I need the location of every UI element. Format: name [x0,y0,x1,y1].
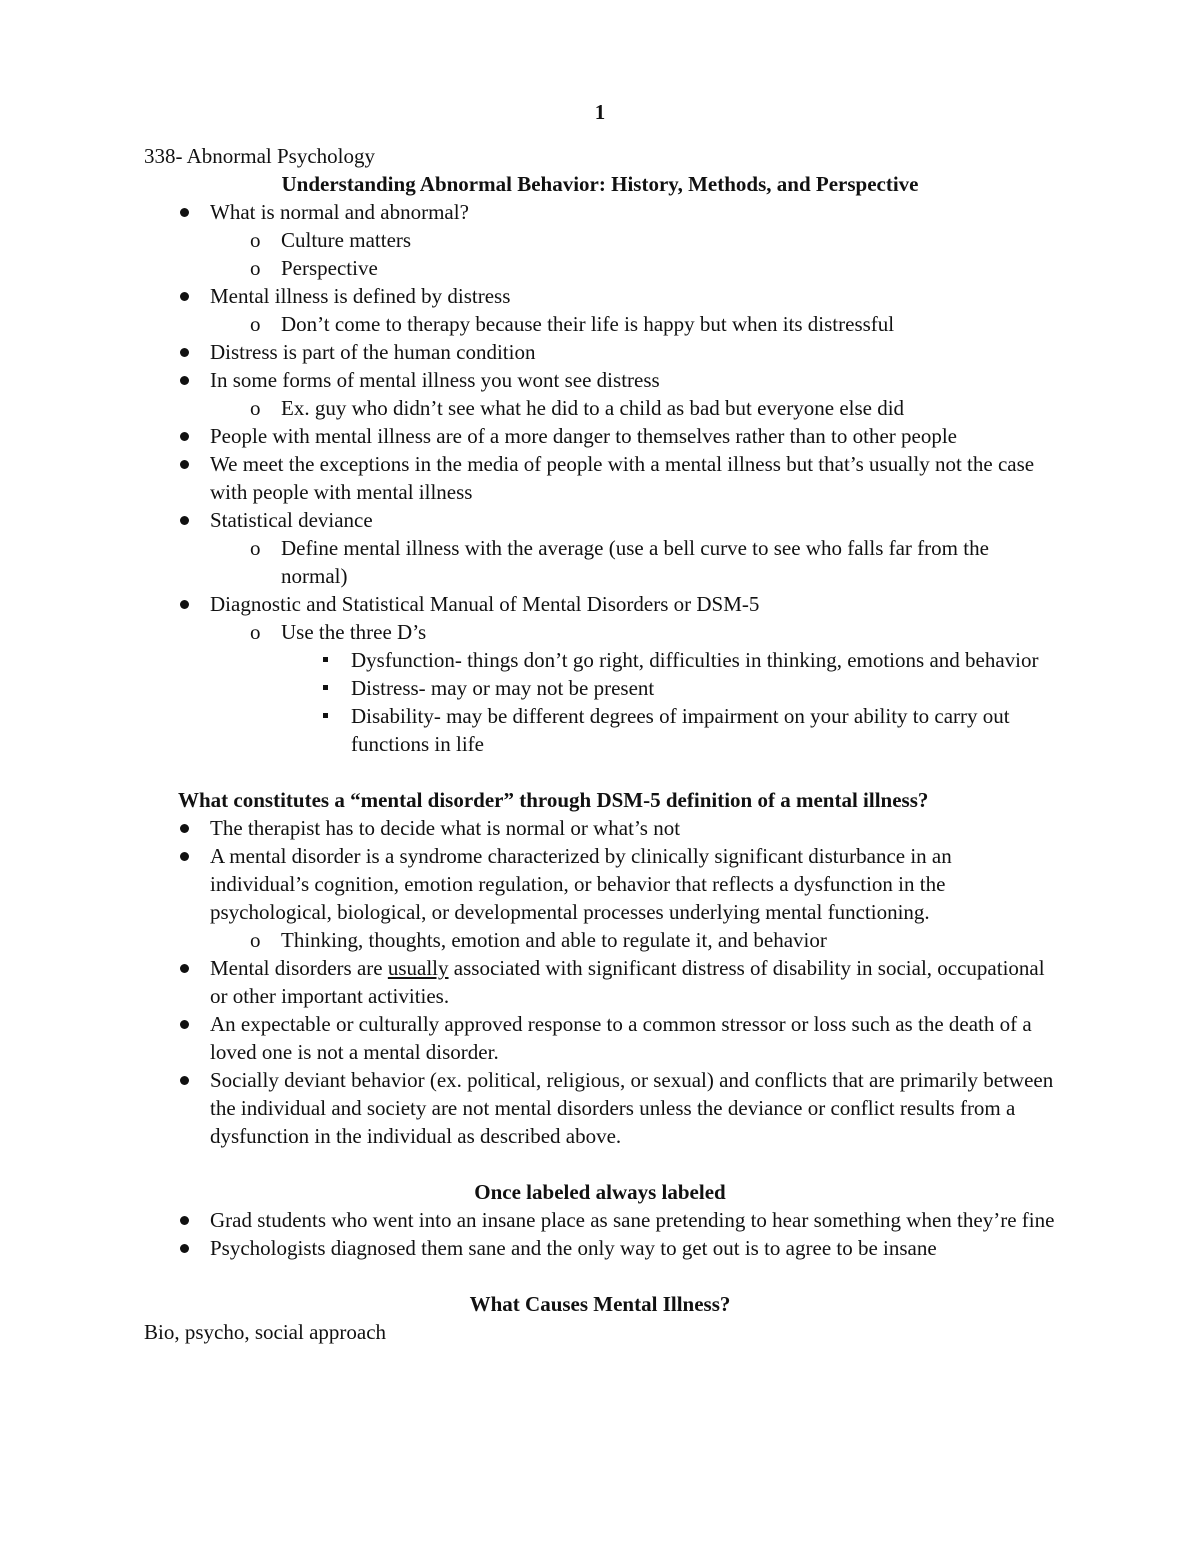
bullet-icon [180,1244,189,1253]
bullet-icon [180,348,189,357]
square-bullet-icon [323,685,328,690]
list-item: Socially deviant behavior (ex. political, religious, or sexual) and conflicts that are primarily between the individual and society are not mental disorders unless the deviance or conflict results from a dysfunction in the individual as described above. [144,1066,1056,1150]
section-heading-history: Understanding Abnormal Behavior: History, Methods, and Perspective [281,172,919,196]
circle-bullet-icon: o [250,228,261,252]
underlined-word: usually [387,956,449,980]
list-item: Distress- may or may not be present [144,674,1056,702]
bullet-icon [180,600,189,609]
list-item: o Define mental illness with the average (use a bell curve to see who falls far from the normal) [250,536,989,588]
list-item: Mental disorders are usually associated with significant distress of disability in social, occupational or other important activities. [144,954,1056,1010]
circle-bullet-icon: o [250,312,261,336]
bullet-icon [180,208,189,217]
bullet-icon [180,1020,189,1029]
bullet-icon [180,460,189,469]
section-heading-dsm5: What constitutes a “mental disorder” through DSM-5 definition of a mental illness? [178,788,929,812]
list-item: o Thinking, thoughts, emotion and able to regulate it, and behavior [250,928,827,952]
list-item: Distress is part of the human condition [144,338,1056,366]
course-title: 338- Abnormal Psychology [144,144,375,168]
list-item: o Perspective [250,256,378,280]
list-item: People with mental illness are of a more danger to themselves rather than to other people [144,422,1056,450]
page-number: 1 [594,100,606,124]
list-item: Diagnostic and Statistical Manual of Mental Disorders or DSM-5 [144,590,1056,618]
circle-bullet-icon: o [250,536,261,560]
list-item: In some forms of mental illness you wont see distress [144,366,1056,394]
list-item: Grad students who went into an insane place as sane pretending to hear something when they’re fine [144,1206,1056,1234]
paragraph-causes: Bio, psycho, social approach [144,1320,387,1344]
bullet-icon [180,516,189,525]
list-item: Disability- may be different degrees of impairment on your ability to carry out functions in life [144,702,1056,758]
square-bullet-icon [323,657,328,662]
bullet-list-history [144,198,1056,758]
list-item: Dysfunction- things don’t go right, difficulties in thinking, emotions and behavior [144,646,1056,674]
list-item: o Ex. guy who didn’t see what he did to a child as bad but everyone else did [250,396,905,420]
circle-bullet-icon: o [250,928,261,952]
bullet-list-labeled [144,1206,1056,1262]
circle-bullet-icon: o [250,256,261,280]
list-item: A mental disorder is a syndrome characterized by clinically significant disturbance in an individual’s cognition, emotion regulation, or behavior that reflects a dysfunction in the psychological, biological, or developmental processes underlying mental functioning. [144,842,1056,926]
section-heading-causes: What Causes Mental Illness? [469,1292,731,1316]
bullet-icon [180,1216,189,1225]
bullet-icon [180,376,189,385]
circle-bullet-icon: o [250,396,261,420]
list-item: Mental illness is defined by distress [144,282,1056,310]
list-item: o Use the three D’s [250,620,427,644]
section-heading-labeled: Once labeled always labeled [474,1180,726,1204]
bullet-icon [180,852,189,861]
square-bullet-icon [323,713,328,718]
bullet-icon [180,964,189,973]
bullet-icon [180,432,189,441]
list-item: o Don’t come to therapy because their life is happy but when its distressful [250,312,895,336]
list-item: Statistical deviance [144,506,1056,534]
list-item: What is normal and abnormal? [144,198,1056,226]
bullet-icon [180,824,189,833]
list-item: Psychologists diagnosed them sane and the only way to get out is to agree to be insane [144,1234,1056,1262]
bullet-list-dsm5 [144,814,1056,1150]
circle-bullet-icon: o [250,620,261,644]
bullet-icon [180,292,189,301]
list-item: We meet the exceptions in the media of people with a mental illness but that’s usually not the case with people with mental illness [144,450,1056,506]
bullet-icon [180,1076,189,1085]
list-item: An expectable or culturally approved response to a common stressor or loss such as the death of a loved one is not a mental disorder. [144,1010,1056,1066]
list-item: o Culture matters [250,228,412,252]
list-item: The therapist has to decide what is normal or what’s not [144,814,1056,842]
